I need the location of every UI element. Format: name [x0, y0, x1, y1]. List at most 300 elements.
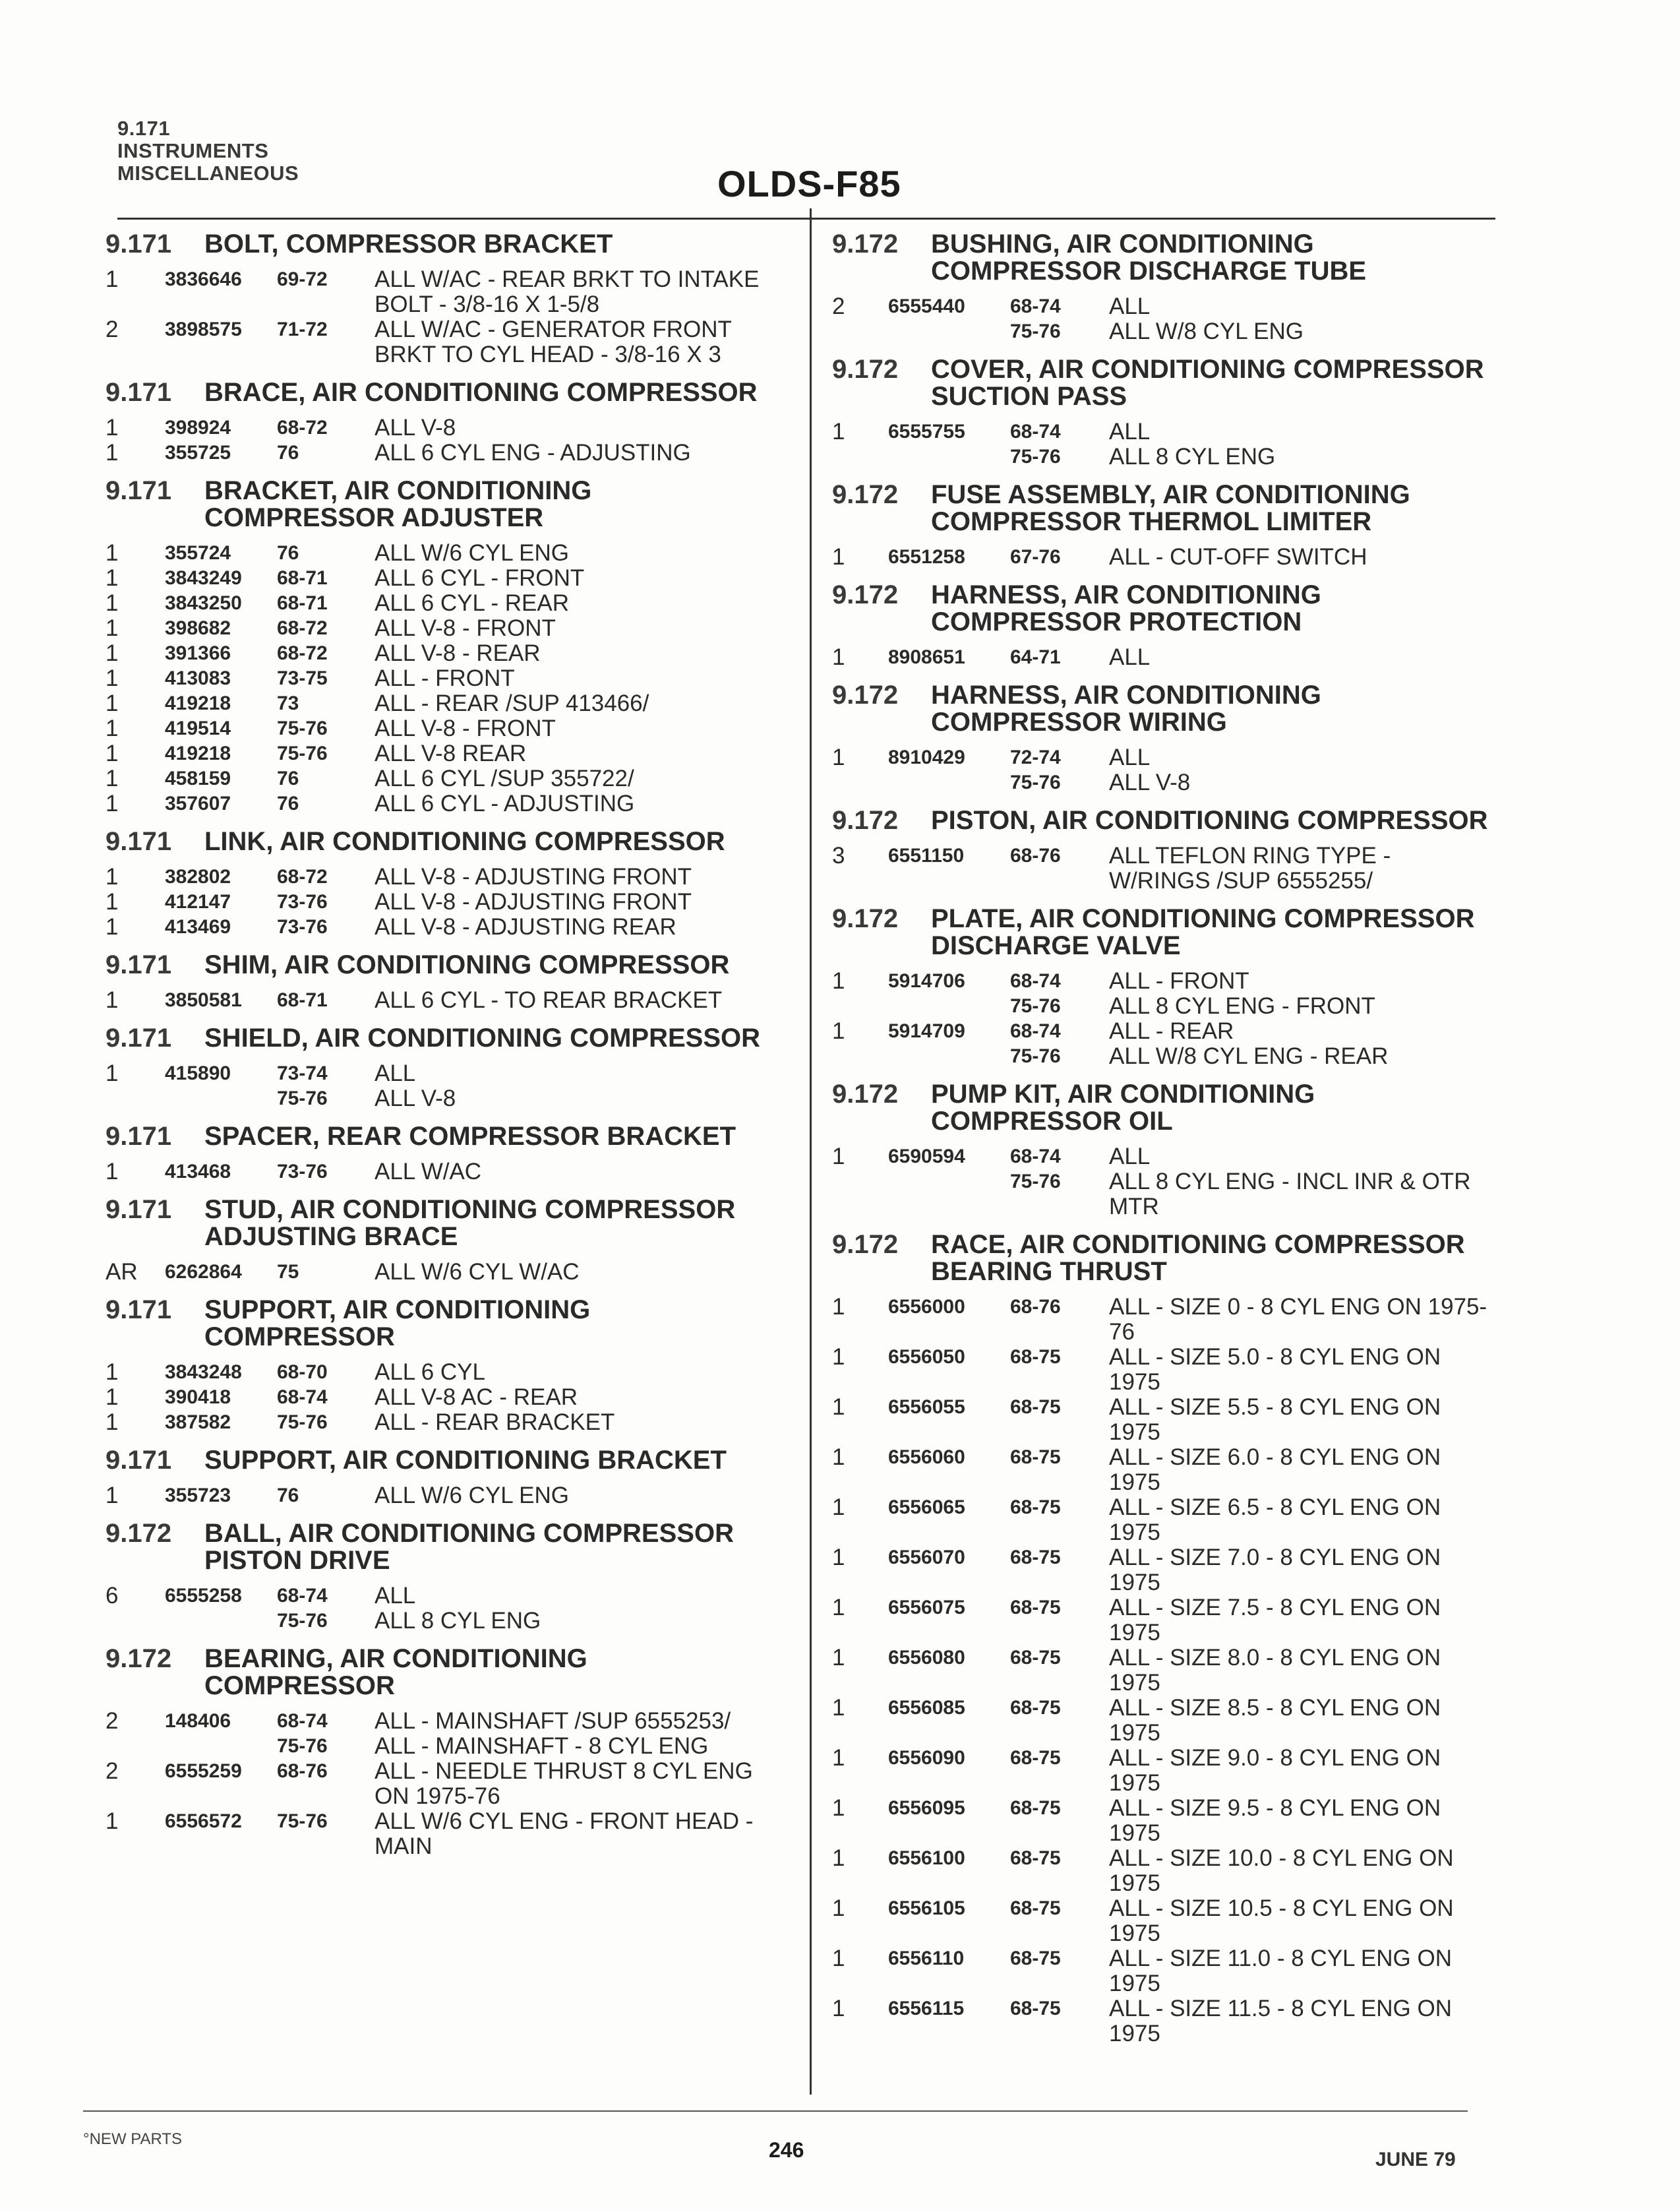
part-row — [832, 1595, 1498, 1645]
parts-section — [105, 1196, 785, 1285]
part-years: 68-74 — [1010, 295, 1061, 317]
parts-section — [105, 231, 785, 367]
parts-section — [105, 379, 785, 466]
part-years: 68-72 — [277, 866, 328, 888]
part-number: 5914709 — [888, 1020, 965, 1042]
part-quantity: 1 — [832, 1494, 845, 1520]
part-quantity: 1 — [105, 640, 119, 666]
part-quantity: 1 — [832, 1745, 845, 1771]
part-description: ALL - REAR — [1109, 1018, 1234, 1044]
part-number: 390418 — [165, 1386, 231, 1408]
part-quantity: 1 — [105, 1060, 119, 1086]
part-number: 419514 — [165, 718, 231, 739]
section-code: 9.172 — [832, 580, 899, 609]
part-number — [888, 1169, 1010, 1219]
section-code: 9.172 — [832, 480, 899, 509]
section-heading — [832, 807, 1498, 834]
part-quantity: 1 — [832, 968, 845, 994]
part-years: 68-75 — [1010, 1547, 1061, 1568]
part-number: 387582 — [165, 1411, 231, 1433]
part-row — [105, 1759, 785, 1809]
parts-section — [105, 1123, 785, 1184]
part-years: 68-74 — [1010, 970, 1061, 992]
part-row — [832, 1295, 1498, 1345]
part-number: 3843248 — [165, 1361, 242, 1383]
section-title: BRACKET, AIR CONDITIONING COMPRESSOR ADJUSTER — [204, 476, 592, 532]
part-description: ALL - REAR BRACKET — [375, 1409, 615, 1435]
part-row — [832, 294, 1498, 319]
parts-section — [832, 582, 1498, 670]
part-row — [832, 645, 1498, 670]
section-code: 9.171 — [105, 230, 172, 259]
part-years: 76 — [277, 793, 299, 814]
part-row — [105, 1410, 785, 1435]
part-years: 76 — [277, 542, 299, 564]
section-title: BOLT, COMPRESSOR BRACKET — [204, 230, 613, 259]
part-number: 413083 — [165, 667, 231, 689]
part-number: 6555755 — [888, 421, 965, 443]
part-description: ALL V-8 - FRONT — [375, 615, 556, 641]
part-number: 6556060 — [888, 1446, 965, 1468]
section-heading — [105, 828, 785, 855]
part-row — [105, 1709, 785, 1734]
part-quantity: 1 — [832, 1645, 845, 1671]
header-section-number: 9.171 — [117, 117, 171, 140]
section-code: 9.171 — [105, 1446, 172, 1475]
part-description: ALL V-8 REAR — [375, 741, 527, 766]
part-years: 75-76 — [1010, 1171, 1061, 1192]
section-title: HARNESS, AIR CONDITIONING COMPRESSOR PROTECTION — [931, 580, 1321, 636]
part-description: ALL - SIZE 8.0 - 8 CYL ENG ON 1975 — [1109, 1645, 1441, 1696]
part-row — [105, 591, 785, 616]
part-years: 68-74 — [277, 1585, 328, 1607]
section-code: 9.172 — [832, 681, 899, 710]
part-years: 68-75 — [1010, 1847, 1061, 1869]
parts-rows — [105, 267, 785, 367]
part-quantity: 1 — [105, 565, 119, 591]
parts-section — [832, 1231, 1498, 2046]
part-years: 68-71 — [277, 592, 328, 614]
part-number — [888, 319, 1010, 344]
part-years: 68-75 — [1010, 1797, 1061, 1819]
parts-section — [105, 1645, 785, 1859]
parts-column-left — [105, 231, 785, 1871]
section-heading — [105, 379, 785, 406]
part-description: ALL W/8 CYL ENG — [1109, 319, 1304, 344]
part-quantity: 1 — [105, 1483, 119, 1508]
section-code: 9.171 — [105, 1024, 172, 1053]
section-heading — [832, 481, 1498, 536]
part-row — [105, 1159, 785, 1184]
section-code: 9.172 — [105, 1644, 172, 1673]
part-quantity: 1 — [105, 266, 119, 292]
section-title: SUPPORT, AIR CONDITIONING COMPRESSOR — [204, 1295, 591, 1351]
part-description: ALL - SIZE 11.5 - 8 CYL ENG ON 1975 — [1109, 1996, 1452, 2046]
part-years: 68-76 — [1010, 845, 1061, 867]
part-row — [832, 770, 1498, 795]
part-years: 68-74 — [1010, 421, 1061, 443]
part-description: ALL W/AC - REAR BRKT TO INTAKE BOLT - 3/8-16 X 1-5/8 — [375, 266, 760, 317]
section-heading — [105, 1520, 785, 1574]
part-quantity: 1 — [832, 1895, 845, 1921]
part-row — [832, 1395, 1498, 1445]
part-description: ALL V-8 — [375, 415, 456, 441]
section-heading — [832, 1231, 1498, 1285]
part-quantity: 1 — [105, 741, 119, 766]
part-row — [832, 1796, 1498, 1846]
part-description: ALL TEFLON RING TYPE - W/RINGS /SUP 6555255/ — [1109, 843, 1391, 894]
part-number: 148406 — [165, 1710, 231, 1732]
part-number — [165, 1609, 277, 1634]
part-quantity — [832, 770, 888, 795]
section-heading — [105, 231, 785, 258]
section-title: LINK, AIR CONDITIONING COMPRESSOR — [204, 827, 725, 856]
part-number: 398682 — [165, 617, 231, 639]
part-number: 398924 — [165, 417, 231, 439]
part-number: 6556105 — [888, 1897, 965, 1919]
part-quantity: 1 — [832, 1444, 845, 1470]
part-description: ALL — [1109, 419, 1151, 445]
parts-section — [105, 477, 785, 816]
part-number: 6556055 — [888, 1396, 965, 1418]
part-description: ALL - MAINSHAFT /SUP 6555253/ — [375, 1708, 731, 1734]
part-description: ALL V-8 - REAR — [375, 640, 541, 666]
section-heading — [832, 582, 1498, 636]
part-description: ALL - NEEDLE THRUST 8 CYL ENG ON 1975-76 — [375, 1758, 753, 1809]
parts-section — [105, 828, 785, 940]
part-row — [832, 1545, 1498, 1595]
part-row — [832, 1846, 1498, 1896]
part-description: ALL W/8 CYL ENG - REAR — [1109, 1043, 1389, 1069]
part-description: ALL - SIZE 11.0 - 8 CYL ENG ON 1975 — [1109, 1946, 1452, 1996]
section-title: PLATE, AIR CONDITIONING COMPRESSOR DISCHARGE VALVE — [931, 904, 1475, 960]
part-years: 68-74 — [277, 1386, 328, 1408]
part-row — [105, 988, 785, 1013]
part-number: 382802 — [165, 866, 231, 888]
part-quantity: 1 — [105, 691, 119, 716]
section-code: 9.171 — [105, 1295, 172, 1324]
part-row — [832, 844, 1498, 894]
section-heading — [832, 905, 1498, 960]
parts-rows — [105, 988, 785, 1013]
section-title: SHIELD, AIR CONDITIONING COMPRESSOR — [204, 1024, 761, 1053]
section-heading — [105, 952, 785, 979]
part-years: 68-75 — [1010, 1697, 1061, 1719]
part-row — [105, 1734, 785, 1759]
part-years: 73-76 — [277, 891, 328, 913]
part-row — [832, 1645, 1498, 1696]
part-number: 419218 — [165, 692, 231, 714]
part-years: 68-75 — [1010, 1496, 1061, 1518]
part-description: ALL V-8 — [1109, 770, 1191, 795]
part-years: 73-74 — [277, 1062, 328, 1084]
part-row — [832, 445, 1498, 470]
part-description: ALL V-8 AC - REAR — [375, 1384, 578, 1410]
page-footer — [83, 2110, 1501, 2176]
section-code: 9.172 — [105, 1519, 172, 1548]
part-years: 68-75 — [1010, 1998, 1061, 2019]
part-description: ALL 8 CYL ENG — [1109, 444, 1276, 470]
part-description: ALL W/6 CYL ENG — [375, 1483, 570, 1508]
part-row — [832, 1946, 1498, 1996]
parts-rows — [832, 969, 1498, 1069]
part-years: 68-75 — [1010, 1747, 1061, 1769]
parts-rows — [105, 1360, 785, 1435]
part-description: ALL 6 CYL - ADJUSTING — [375, 791, 635, 816]
part-number: 391366 — [165, 642, 231, 664]
part-row — [832, 319, 1498, 344]
parts-rows — [832, 419, 1498, 470]
part-number: 6556050 — [888, 1346, 965, 1368]
section-title: SUPPORT, AIR CONDITIONING BRACKET — [204, 1446, 727, 1475]
parts-rows — [105, 1159, 785, 1184]
header-category: INSTRUMENTS — [117, 139, 269, 162]
column-divider — [810, 208, 812, 2095]
part-years: 68-75 — [1010, 1948, 1061, 1969]
part-years: 68-76 — [277, 1760, 328, 1782]
part-quantity: 2 — [105, 1758, 119, 1784]
part-row — [105, 1360, 785, 1385]
part-row — [105, 441, 785, 466]
section-title: BUSHING, AIR CONDITIONING COMPRESSOR DISCHARGE TUBE — [931, 230, 1367, 286]
part-years: 75-76 — [1010, 446, 1061, 468]
part-row — [105, 1583, 785, 1609]
part-years: 68-70 — [277, 1361, 328, 1383]
part-number: 6556085 — [888, 1697, 965, 1719]
part-years: 75-76 — [1010, 1045, 1061, 1067]
part-number: 357607 — [165, 793, 231, 814]
part-description: ALL - SIZE 7.0 - 8 CYL ENG ON 1975 — [1109, 1545, 1441, 1595]
part-years: 68-75 — [1010, 1597, 1061, 1618]
part-number — [165, 1086, 277, 1111]
part-description: ALL 6 CYL - FRONT — [375, 565, 585, 591]
part-row — [832, 1896, 1498, 1946]
parts-rows — [832, 844, 1498, 894]
part-description: ALL W/6 CYL ENG - FRONT HEAD - MAIN — [375, 1808, 754, 1859]
part-quantity: 1 — [105, 864, 119, 890]
section-title: COVER, AIR CONDITIONING COMPRESSOR SUCTION PASS — [931, 355, 1484, 411]
part-quantity: 1 — [105, 1159, 119, 1184]
part-number: 415890 — [165, 1062, 231, 1084]
part-number: 6551150 — [888, 845, 965, 867]
parts-section — [105, 1447, 785, 1508]
part-number: 6262864 — [165, 1261, 242, 1283]
part-quantity — [105, 1086, 165, 1111]
part-row — [832, 1445, 1498, 1495]
part-number: 6555258 — [165, 1585, 242, 1607]
part-quantity: 1 — [832, 1996, 845, 2021]
section-title: STUD, AIR CONDITIONING COMPRESSOR ADJUSTING BRACE — [204, 1195, 736, 1251]
part-description: ALL 8 CYL ENG — [375, 1608, 541, 1634]
part-row — [105, 691, 785, 716]
part-description: ALL - REAR /SUP 413466/ — [375, 691, 649, 716]
part-quantity: AR — [105, 1259, 138, 1285]
section-code: 9.172 — [832, 355, 899, 384]
part-row — [832, 1345, 1498, 1395]
part-number — [888, 994, 1010, 1019]
section-code: 9.171 — [105, 1195, 172, 1224]
part-number: 413468 — [165, 1161, 231, 1182]
parts-rows — [105, 1260, 785, 1285]
part-row — [105, 766, 785, 791]
part-quantity: 1 — [832, 1795, 845, 1821]
section-heading — [832, 682, 1498, 736]
parts-section — [832, 481, 1498, 570]
part-description: ALL - CUT-OFF SWITCH — [1109, 544, 1367, 570]
part-description: ALL 8 CYL ENG - INCL INR & OTR MTR — [1109, 1169, 1471, 1219]
part-description: ALL - SIZE 9.5 - 8 CYL ENG ON 1975 — [1109, 1795, 1441, 1846]
page-number: 246 — [769, 2138, 804, 2162]
part-number: 8908651 — [888, 646, 965, 668]
part-number: 6556075 — [888, 1597, 965, 1618]
part-description: ALL V-8 - ADJUSTING FRONT — [375, 889, 692, 915]
part-row — [105, 890, 785, 915]
section-title: BRACE, AIR CONDITIONING COMPRESSOR — [204, 378, 758, 407]
part-years: 68-76 — [1010, 1296, 1061, 1318]
part-row — [832, 1996, 1498, 2046]
part-quantity: 3 — [832, 843, 845, 869]
part-quantity: 1 — [832, 644, 845, 670]
section-title: PISTON, AIR CONDITIONING COMPRESSOR — [931, 806, 1488, 835]
parts-rows — [105, 1709, 785, 1859]
parts-section — [832, 905, 1498, 1069]
section-heading — [832, 1081, 1498, 1135]
part-quantity: 1 — [832, 1845, 845, 1871]
part-quantity — [832, 1169, 888, 1219]
header-rule — [117, 218, 1495, 220]
part-years: 67-76 — [1010, 546, 1061, 568]
part-years: 75-76 — [277, 743, 328, 764]
section-code: 9.171 — [105, 378, 172, 407]
publication-date: JUNE 79 — [1375, 2149, 1456, 2170]
section-heading — [105, 1196, 785, 1250]
part-number: 6555440 — [888, 295, 965, 317]
part-years: 68-75 — [1010, 1396, 1061, 1418]
parts-section — [832, 1081, 1498, 1219]
section-heading — [105, 477, 785, 532]
part-quantity: 1 — [832, 1545, 845, 1570]
part-years: 76 — [277, 1485, 299, 1506]
section-heading — [832, 231, 1498, 285]
section-title: FUSE ASSEMBLY, AIR CONDITIONING COMPRESSOR THERMOL LIMITER — [931, 480, 1410, 536]
part-row — [832, 1696, 1498, 1746]
part-number: 6556572 — [165, 1810, 242, 1832]
part-row — [832, 1746, 1498, 1796]
part-row — [832, 1044, 1498, 1069]
part-quantity — [832, 994, 888, 1019]
parts-rows — [832, 545, 1498, 570]
parts-section — [832, 807, 1498, 894]
part-quantity: 1 — [832, 1144, 845, 1169]
part-number: 412147 — [165, 891, 231, 913]
part-number: 6556065 — [888, 1496, 965, 1518]
part-number: 3843249 — [165, 567, 242, 589]
part-row — [105, 616, 785, 641]
parts-section — [832, 356, 1498, 470]
page-header — [117, 117, 1502, 223]
part-row — [105, 1061, 785, 1086]
part-row — [832, 994, 1498, 1019]
part-years: 75-76 — [277, 1735, 328, 1757]
section-title: BALL, AIR CONDITIONING COMPRESSOR PISTON DRIVE — [204, 1519, 734, 1575]
part-quantity: 1 — [105, 1808, 119, 1834]
part-number: 355723 — [165, 1485, 231, 1506]
footer-note: °NEW PARTS — [83, 2130, 183, 2148]
part-description: ALL 6 CYL /SUP 355722/ — [375, 766, 634, 791]
part-quantity: 1 — [832, 1946, 845, 1971]
part-quantity: 1 — [105, 1384, 119, 1410]
part-description: ALL — [1109, 644, 1151, 670]
part-description: ALL - SIZE 5.0 - 8 CYL ENG ON 1975 — [1109, 1344, 1441, 1395]
part-row — [105, 1385, 785, 1410]
part-quantity: 1 — [105, 766, 119, 791]
section-heading — [832, 356, 1498, 410]
part-description: ALL - SIZE 8.5 - 8 CYL ENG ON 1975 — [1109, 1695, 1441, 1746]
part-row — [105, 741, 785, 766]
part-description: ALL - SIZE 5.5 - 8 CYL ENG ON 1975 — [1109, 1394, 1441, 1445]
part-description: ALL - SIZE 6.0 - 8 CYL ENG ON 1975 — [1109, 1444, 1441, 1495]
part-years: 68-75 — [1010, 1647, 1061, 1669]
part-years: 73-76 — [277, 916, 328, 938]
part-description: ALL 6 CYL - TO REAR BRACKET — [375, 987, 723, 1013]
part-years: 75 — [277, 1261, 299, 1283]
part-years: 68-72 — [277, 617, 328, 639]
part-number: 355725 — [165, 442, 231, 464]
part-description: ALL 8 CYL ENG - FRONT — [1109, 993, 1375, 1019]
part-description: ALL V-8 — [375, 1086, 456, 1111]
part-row — [105, 317, 785, 367]
part-row — [105, 267, 785, 317]
parts-rows — [832, 1295, 1498, 2046]
part-quantity: 2 — [105, 317, 119, 342]
part-quantity: 1 — [105, 415, 119, 441]
section-code: 9.172 — [832, 230, 899, 259]
part-quantity: 1 — [832, 1595, 845, 1620]
part-years: 68-75 — [1010, 1346, 1061, 1368]
parts-rows — [105, 1583, 785, 1634]
part-description: ALL 6 CYL ENG - ADJUSTING — [375, 440, 691, 466]
part-description: ALL V-8 - ADJUSTING FRONT — [375, 864, 692, 890]
part-quantity — [105, 1734, 165, 1759]
part-number: 6556070 — [888, 1547, 965, 1568]
part-quantity: 1 — [832, 1294, 845, 1320]
part-row — [832, 745, 1498, 770]
part-years: 68-72 — [277, 642, 328, 664]
part-years: 73 — [277, 692, 299, 714]
section-code: 9.171 — [105, 1122, 172, 1151]
part-row — [105, 566, 785, 591]
part-description: ALL - SIZE 7.5 - 8 CYL ENG ON 1975 — [1109, 1595, 1441, 1645]
part-quantity — [832, 445, 888, 470]
part-quantity: 6 — [105, 1583, 119, 1609]
parts-rows — [105, 415, 785, 466]
parts-section — [105, 952, 785, 1013]
section-heading — [105, 1123, 785, 1150]
part-quantity: 1 — [105, 1409, 119, 1435]
part-description: ALL 6 CYL - REAR — [375, 590, 570, 616]
part-quantity: 1 — [105, 791, 119, 816]
part-number: 6556090 — [888, 1747, 965, 1769]
part-quantity — [832, 1044, 888, 1069]
part-number: 3850581 — [165, 989, 242, 1011]
part-description: ALL 6 CYL — [375, 1359, 485, 1385]
part-number: 6551258 — [888, 546, 965, 568]
part-number: 3843250 — [165, 592, 242, 614]
part-years: 76 — [277, 442, 299, 464]
part-number: 6556000 — [888, 1296, 965, 1318]
part-years: 68-71 — [277, 567, 328, 589]
part-years: 75-76 — [277, 1610, 328, 1632]
